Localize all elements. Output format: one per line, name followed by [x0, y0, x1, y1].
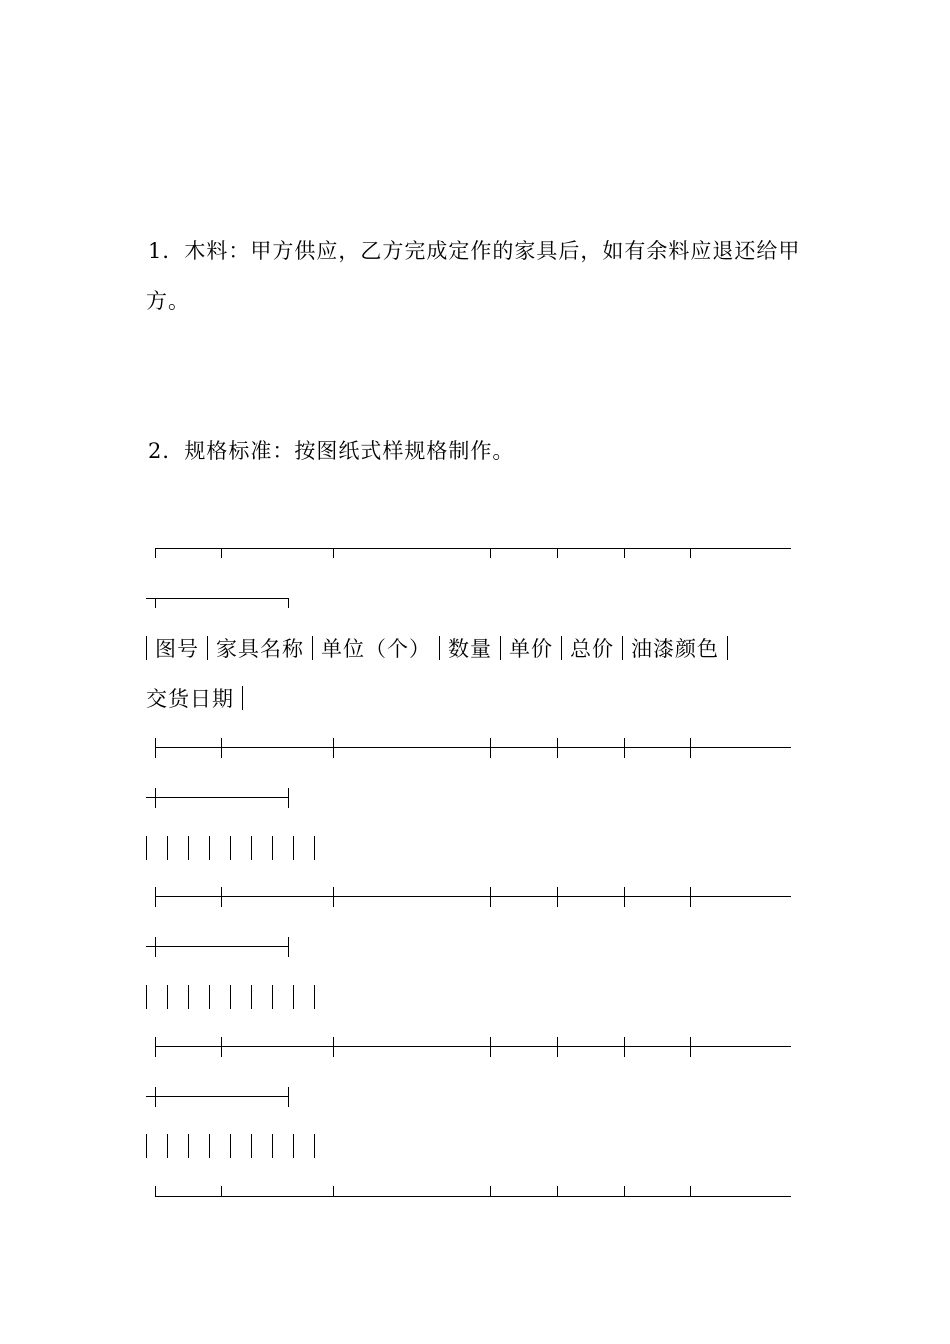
header-cell: 单位（个） [321, 637, 431, 661]
clause-2-specification: 2．规格标准：按图纸式样规格制作。 [148, 439, 515, 463]
table-tick [690, 738, 691, 758]
table-tick [155, 1186, 156, 1196]
table-tick [624, 548, 625, 558]
table-tick [490, 887, 491, 907]
header-cell: 图号 [155, 637, 199, 661]
header-cell: 总价 [570, 637, 614, 661]
table-tick [288, 598, 289, 608]
table-tick [490, 1186, 491, 1196]
table-row-separator [155, 896, 791, 897]
table-tick [624, 1037, 625, 1057]
table-tick [221, 1037, 222, 1057]
table-bottom-border [155, 1196, 791, 1197]
header-cell: 交货日期 [146, 687, 234, 711]
table-tick [490, 738, 491, 758]
table-tick [624, 1186, 625, 1196]
table-tick [557, 1186, 558, 1196]
table-tick [288, 1087, 289, 1107]
table-tick [155, 1087, 156, 1107]
table-tick [155, 548, 156, 558]
table-tick [155, 887, 156, 907]
table-tick [624, 738, 625, 758]
table-row-separator-wrap [146, 1096, 289, 1097]
table-tick [333, 1186, 334, 1196]
table-tick [221, 887, 222, 907]
header-cell: 数量 [448, 637, 492, 661]
clause-1-material: 1．木料：甲方供应，乙方完成定作的家具后，如有余料应退还给甲方。 [146, 239, 801, 313]
table-tick [557, 1037, 558, 1057]
table-empty-row [146, 834, 315, 864]
table-tick [333, 548, 334, 558]
table-tick [690, 1186, 691, 1196]
table-tick [557, 548, 558, 558]
table-tick [155, 738, 156, 758]
cell-divider [242, 686, 243, 710]
table-tick [333, 1037, 334, 1057]
table-tick [557, 738, 558, 758]
table-tick [333, 738, 334, 758]
table-row-separator [155, 1046, 791, 1047]
table-tick [155, 598, 156, 608]
table-header-row [146, 624, 816, 724]
table-row-separator [155, 747, 791, 748]
table-empty-row [146, 983, 315, 1013]
table-tick [690, 1037, 691, 1057]
table-tick [155, 1037, 156, 1057]
table-tick [155, 788, 156, 808]
header-cell: 家具名称 [216, 637, 304, 661]
table-tick [288, 788, 289, 808]
table-tick [221, 548, 222, 558]
table-tick [690, 548, 691, 558]
table-empty-row [146, 1132, 315, 1162]
table-row-separator-wrap [146, 797, 289, 798]
table-tick [221, 738, 222, 758]
table-tick [288, 937, 289, 957]
table-tick [155, 937, 156, 957]
header-cell: 油漆颜色 [631, 637, 719, 661]
table-tick [624, 887, 625, 907]
table-top-border [155, 548, 791, 549]
table-tick [490, 548, 491, 558]
table-tick [221, 1186, 222, 1196]
table-tick [690, 887, 691, 907]
table-tick [490, 1037, 491, 1057]
table-tick [557, 887, 558, 907]
table-tick [333, 887, 334, 907]
table-top-border-wrap [146, 598, 289, 599]
cell-divider [727, 636, 728, 660]
table-row-separator-wrap [146, 946, 289, 947]
header-cell: 单价 [509, 637, 553, 661]
